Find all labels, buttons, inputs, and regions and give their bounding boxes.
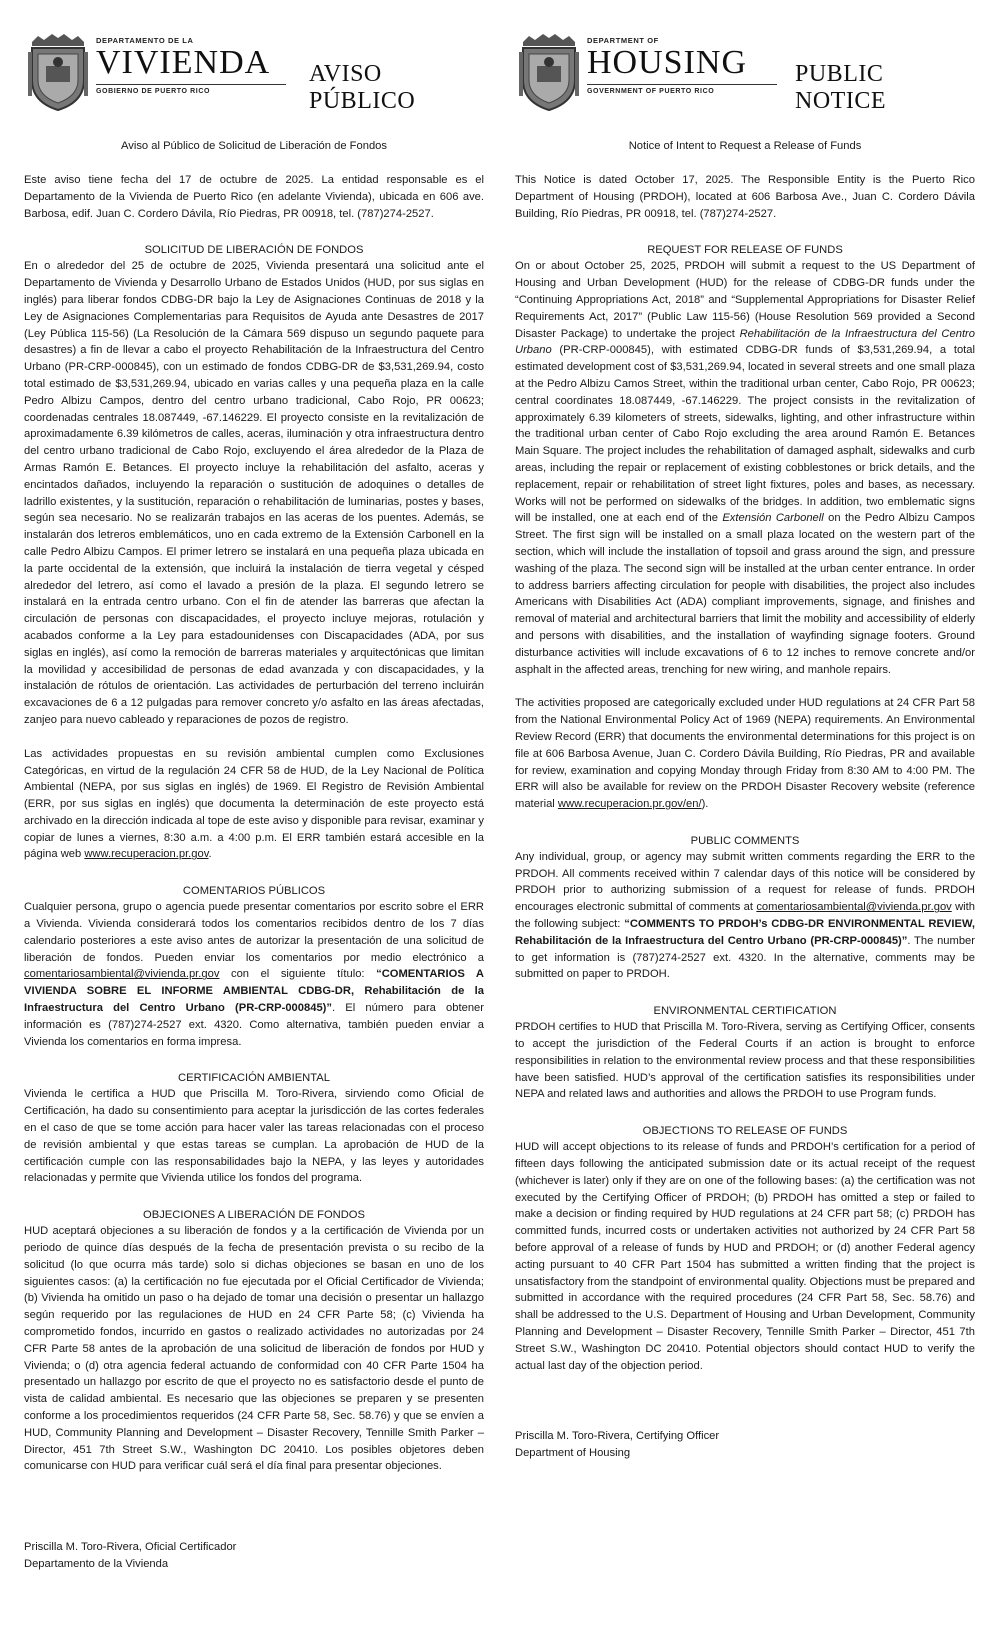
recuperacion-link[interactable]: www.recuperacion.pr.gov xyxy=(84,848,209,861)
government-label: GOVERNMENT OF PUERTO RICO xyxy=(587,88,715,95)
project-name: Rehabilitación de la Infraestructura del Centro Urbano xyxy=(515,327,975,357)
comments-text-3: . El número para obtener información es (787)274-2527 ext. 4320. Como alternativa, también pueden enviar a Vivienda los comentarios en forma impresa. xyxy=(24,1002,484,1048)
request-text-3: on the Pedro Albizu Campos Street. The first sign will be installed on a small plaza located on the western part of the section, which will include the installation of topsoil and grass around the sign, and pressure washing of the plaza. The second sign will be installed at the urban center entrance. In order to address barriers affecting circulation for people with disabilities, the project also includes Americans with Disabilities Act (ADA) compliant improvements, signage, and finishes and removal of material and architectural barriers that limit the mobility and accessibility of elderly and persons with disabilities, and the installation of wayfinding signage footers. Ground disturbance activities will include excavations of 6 to 12 inches to remove concrete and/or asphalt in the affected areas, trenching for new wiring, and manhole repairs. xyxy=(515,512,976,676)
request-paragraph xyxy=(515,258,975,678)
notice-subheading: Aviso al Público de Solicitud de Liberación de Fondos xyxy=(121,140,387,152)
notice-title: AVISO PÚBLICO xyxy=(309,61,416,114)
intro-paragraph: This Notice is dated October 17, 2025. The Responsible Entity is the Puerto Rico Department of Housing (PRDOH), located at 606 Barbosa Ave., Juan C. Cordero Dávila Building, Río Piedras, PR 00918, tel. (787)274-2527. xyxy=(515,174,975,220)
comments-subject: “COMENTARIOS A VIVIENDA SOBRE EL INFORME AMBIENTAL CDBG-DR, Rehabilitación de la Infraestructura del Centro Urbano (PR-CRP-000845)” xyxy=(24,968,484,1015)
exclusion-end: ). xyxy=(701,798,709,811)
notice-title: PUBLIC NOTICE xyxy=(795,61,886,114)
exclusion-end: . xyxy=(208,848,212,861)
comments-text-2: with the following subject: xyxy=(515,901,975,931)
puerto-rico-seal-icon xyxy=(24,32,92,112)
section-title-comments: COMENTARIOS PÚBLICOS xyxy=(182,885,326,898)
housing-header xyxy=(515,26,975,118)
comments-email-link[interactable]: comentariosambiental@vivienda.pr.gov xyxy=(24,968,220,981)
vivienda-header xyxy=(24,26,484,118)
section-title-request: SOLICITUD DE LIBERACIÓN DE FONDOS xyxy=(144,244,364,257)
signature-org: Departamento de la Vivienda xyxy=(24,1558,169,1571)
section-title-certification: ENVIRONMENTAL CERTIFICATION xyxy=(653,1005,837,1018)
comments-subject: “COMMENTS TO PRDOH’s CDBG-DR ENVIRONMENTAL REVIEW, Rehabilitación de la Infraestructura del Centro Urbano (PR-CRP-000845)” xyxy=(515,918,975,947)
dept-small-label: DEPARTMENT OF xyxy=(587,36,659,45)
comments-text: Any individual, group, or agency may submit written comments regarding the ERR to the PRDOH. All comments received within 7 calendar days of this notice will be considered by PRDOH prior to authorizing submission of a request for release of funds. PRDOH encourages electronic submittal of comments at xyxy=(515,850,975,914)
comments-email-link[interactable]: comentariosambiental@vivienda.pr.gov xyxy=(756,901,952,914)
exclusion-paragraph xyxy=(24,746,484,864)
spanish-notice-column xyxy=(24,26,484,1573)
brand-block xyxy=(587,36,777,95)
comments-paragraph xyxy=(24,899,484,1050)
signature-block xyxy=(515,1428,975,1462)
comments-text-2: con el siguiente título: xyxy=(219,968,377,981)
dept-name: VIVIENDA xyxy=(96,44,271,81)
certification-paragraph: PRDOH certifies to HUD that Priscilla M. Toro-Rivera, serving as Certifying Officer, consents to accept the jurisdiction of the Federal Courts if an action is brought to enforce responsibilities in relation to the environmental review process and that these responsibilities have been satisfied. HUD’s approval of the certification satisfies its responsibilities under NEPA and related laws and authorities and allows the PRDOH to use Program funds. xyxy=(515,1021,975,1101)
exclusion-paragraph xyxy=(515,695,975,813)
comments-paragraph xyxy=(515,849,975,983)
signature-org: Department of Housing xyxy=(515,1447,631,1460)
puerto-rico-seal-icon xyxy=(515,32,583,112)
section-title-comments: PUBLIC COMMENTS xyxy=(690,834,800,847)
recuperacion-link[interactable]: www.recuperacion.pr.gov/en/ xyxy=(557,798,702,811)
signature-block xyxy=(24,1539,484,1573)
intro-paragraph: Este aviso tiene fecha del 17 de octubre de 2025. La entidad responsable es el Departamento de la Vivienda de Puerto Rico (en adelante Vivienda), ubicada en 606 ave. Barbosa, edif. Juan C. Cordero Dávila, Río Piedras, PR 00918, tel. (787)274-2527. xyxy=(24,174,484,220)
government-label: GOBIERNO DE PUERTO RICO xyxy=(96,88,211,95)
comments-text-3: . The number to get information is (787)274-2527 ext. 4320. In the alternative, comments may be submitted on paper to PRDOH. xyxy=(515,934,975,981)
exclusion-text: Las actividades propuestas en su revisión ambiental cumplen como Exclusiones Categóricas, en virtud de la regulación 24 CFR 58 de HUD, de la Ley Nacional de Política Ambiental (NEPA, por sus siglas en inglés) de 1969. El Registro de Revisión Ambiental (ERR, por sus siglas en inglés) que documenta la determinación de este proyecto está archivado en la dirección indicada al tope de este aviso y disponible para revisar, examinar y copiar de lunes a viernes, 8:30 a.m. a 4:00 p.m. El ERR también estará accesible en la página web xyxy=(24,747,484,861)
section-title-objections: OBJECTIONS TO RELEASE OF FUNDS xyxy=(642,1125,848,1138)
english-notice-column xyxy=(515,26,975,1462)
section-title-objections: OBJECIONES A LIBERACIÓN DE FONDOS xyxy=(143,1209,365,1222)
dept-name: HOUSING xyxy=(587,44,747,81)
notice-subheading: Notice of Intent to Request a Release of Funds xyxy=(628,140,862,152)
objections-paragraph: HUD aceptará objeciones a su liberación de fondos y a la certificación de Vivienda por un periodo de quince días después de la fecha de presentación prevista o su recibo de la solicitud (lo que ocurra más tarde) solo si dichas objeciones se basan en uno de los siguientes casos: (a) la certificación no fue ejecutada por el Oficial Certificador de Vivienda; (b) Vivienda ha omitido un paso o ha dejado de tomar una decisión o presentar un hallazgo según requerido por las regulaciones de HUD en 24 CFR Parte 58; (c) Vivienda ha comprometido fondos, incurrido en gastos o realizado actividades no autorizadas por 24 CFR Parte 58 antes de la aprobación de una solicitud de liberación de fondos por HUD y Vivienda; o (d) otra agencia federal actuando de conformidad con 40 CFR Parte 1504 ha presentado un hallazgo por escrito de que el proyecto no es satisfactorio desde el punto de vista de calidad ambiental. Es necesario que las objeciones se preparen y se presenten conforme a los procedimientos requeridos (24 CFR Parte 58, Sec. 58.76) y que se envíen a HUD, Community Planning and Development – Disaster Recovery, Tennille Smith Parker – Director, 451 7th Street S.W., Washington DC 20410. Los posibles objetores deben comunicarse con HUD para verificar cuál será el día final para presentar objeciones. xyxy=(24,1225,484,1473)
signature-name: Priscilla M. Toro-Rivera, Certifying Officer xyxy=(515,1430,720,1443)
section-title-request: REQUEST FOR RELEASE OF FUNDS xyxy=(647,244,843,257)
signature-name: Priscilla M. Toro-Rivera, Oficial Certificador xyxy=(24,1541,237,1554)
section-title-certification: CERTIFICACIÓN AMBIENTAL xyxy=(178,1072,330,1085)
divider xyxy=(96,84,286,85)
dept-small-label: DEPARTAMENTO DE LA xyxy=(96,36,194,45)
certification-paragraph: Vivienda le certifica a HUD que Priscilla M. Toro-Rivera, sirviendo como Oficial de Certificación, ha dado su consentimiento para aceptar la jurisdicción de las cortes federales en el caso de que se tome acción para hacer valer las tareas relacionadas con el proceso de revisión ambiental y que estas tareas se cumplan. La aprobación de HUD de la certificación cumple con las responsabilidades bajo la NEPA, y las leyes y autoridades relacionadas y permite que Vivienda utilice los fondos del programa. xyxy=(24,1088,484,1185)
exclusion-text: The activities proposed are categorically excluded under HUD regulations at 24 CFR Part 58 from the National Environmental Policy Act of 1969 (NEPA) requirements. An Environmental Review Record (ERR) that documents the environmental determinations for this project is on file at 606 Barbosa Avenue, Juan C. Cordero Dávila Building, Río Piedras, PR and available for review, examination and copying Monday through Friday from 8:30 AM to 4:00 PM. The ERR will also be available for review on the PRDOH Disaster Recovery website (reference material xyxy=(515,697,975,811)
brand-block xyxy=(96,36,286,95)
comments-text: Cualquier persona, grupo o agencia puede presentar comentarios por escrito sobre el ERR a Vivienda. Vivienda considerará todos los comentarios recibidos dentro de los 7 días calendario posteriores a este aviso antes de autorizar la presentación de una solicitud de liberación de fondos. Pueden enviar los comentarios por medio electrónico a xyxy=(24,901,484,964)
request-text: On or about October 25, 2025, PRDOH will submit a request to the US Department of Housing and Urban Development (HUD) for the release of CDBG-DR funds under the “Continuing Appropriations Act, 2018” and “Supplemental Appropriations for Disaster Relief Requirements Act, 2017” (Public Law 115-56) (House Resolution 569 provided a Second Disaster Package) to undertake the project xyxy=(515,260,975,340)
divider xyxy=(587,84,777,85)
objections-paragraph: HUD will accept objections to its release of funds and PRDOH’s certification for a period of fifteen days following the anticipated submission date or its actual receipt of the request (whichever is later) only if they are on one of the following bases: (a) the certification was not executed by the Certifying Officer of PRDOH; (b) PRDOH has omitted a step or failed to make a decision or finding required by HUD regulations at 24 CFR part 58; (c) PRDOH has committed funds, incurred costs or undertaken activities not authorized by 24 CFR Part 58 before approval of a release of funds by HUD and PRDOH; or (d) another Federal agency acting pursuant to 40 CFR Part 1504 has submitted a written finding that the project is unsatisfactory from the standpoint of environmental quality. Objections must be prepared and submitted in accordance with the required procedures (24 CFR Part 58, Sec. 58.76) and shall be addressed to the U.S. Department of Housing and Urban Development, Community Planning and Development – Disaster Recovery, Tennille Smith Parker – Director, 451 7th Street S.W., Washington DC 20410. Potential objectors should contact HUD to verify the actual last day of the objection period. xyxy=(515,1141,975,1372)
request-text-2: (PR-CRP-000845), with estimated CDBG-DR funds of $3,531,269.94, a total estimated development cost of $3,531,269.94, located in several streets and one small plaza at the Pedro Albizu Camos Street, within the traditional urban center, Cabo Rojo, PR 00623; central coordinates 18.087449, -67.146229. The project consists in the revitalization of approximately 6.39 kilometers of streets, sidewalks, lighting, and other infrastructure within the traditional urban center of Cabo Rojo excluding the area around Ramón E. Betances Main Square. The project includes the rehabilitation of damaged asphalt, sidewalks and curb areas, including the repair or replacement of existing cobblestones or brick details, and the replacement, repair or rehabilitation of street light fixtures, poles and bases, as necessary. Works will not be performed on sidewalks of the bridges. In addition, two emblematic signs will be installed, one at each end of the xyxy=(515,344,975,525)
extension-name: Extensión Carbonell xyxy=(722,512,824,525)
request-paragraph: En o alrededor del 25 de octubre de 2025, Vivienda presentará una solicitud ante el Departamento de Vivienda y Desarrollo Urbano de Estados Unidos (HUD, por sus siglas en inglés) para liberar fondos CDBG-DR bajo la Ley de Asignaciones Continuas de 2018 y la Ley de Asignaciones Complementarias para Requisitos de Ayuda ante Desastres de 2017 (Ley Pública 115-56) (La Resolución de la Cámara 569 dispuso un segundo paquete para desastres) a fin de llevar a cabo el proyecto Rehabilitación de la Infraestructura del Centro Urbano (PR-CRP-000845), con un estimado de fondos CDBG-DR de $3,531,269.94, costo total estimado de $3,531,269.94, ubicado en varias calles y una pequeña plaza en la calle Pedro Albizu Campos, dentro del centro urbano tradicional, Cabo Rojo, PR 00623; coordenadas centrales 18.087449, -67.146229. El proyecto consiste en la revitalización de aproximadamente 6.39 kilómetros de calles, aceras, iluminación y otra infraestructura dentro del centro urbano tradicional de Cabo Rojo, excluyendo el área alrededor de la Plaza de Armas Ramón E. Betances. El proyecto incluye la rehabilitación del asfalto, aceras y encintados dañados, incluyendo la reparación o sustitución de adoquines o detalles de ladrillo existentes, y la sustitución, reparación o rehabilitación de luminarias, postes y bases, según sea necesario. No se realizarán trabajos en las aceras de los puentes. Además, se instalarán dos letreros emblemáticos, uno en cada extremo de la Extensión Carbonell en la calle Pedro Albizu Campos. El primer letrero se instalará en una pequeña plaza ubicada en la parte occidental de la extensión, que incluirá la instalación de tierra vegetal y césped alrededor del letrero, así como el lavado a presión de la plaza. El segundo letrero se instalará en la entrada centro urbano. Con el fin de atender las barreras que afectan la circulación de personas con discapacidades, el proyecto incluye mejoras, rotulación y acabados conforme a la Ley para estadounidenses con Discapacidades (ADA, por sus siglas en inglés), así como la remoción de barreras materiales y arquitectónicas que limitan la movilidad y accesibilidad de personas de edad avanzada y con discapacidades, y la instalación de rótulos de orientación. Las actividades de perturbación del terreno incluirán excavaciones de 6 a 12 pulgadas para remover concreto y/o asfalto en las áreas afectadas, zanjeo para nuevo cableado y reparaciones de pozos de registro. xyxy=(24,260,484,726)
